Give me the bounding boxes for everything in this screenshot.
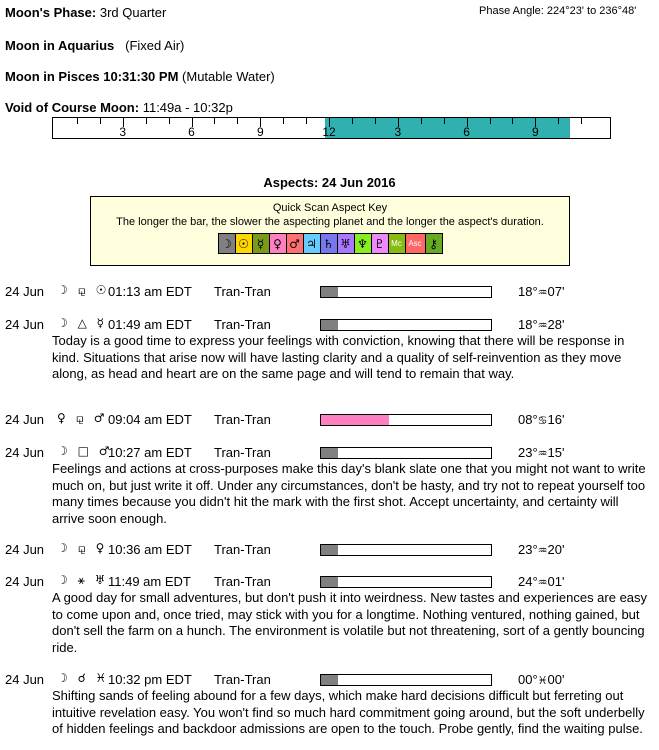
aspect-position [518, 284, 565, 299]
phase-angle-value: 224°23' to 236°48' [546, 5, 637, 17]
position-minutes: 15' [547, 445, 565, 460]
aspect-duration-bar [320, 544, 492, 556]
mars-key-icon: ♂ [287, 234, 304, 253]
moon-key-icon: ☽ [219, 234, 236, 253]
position-minutes: 16' [547, 412, 565, 427]
aspect-duration-fill [321, 675, 338, 685]
timeline-hour-label: 3 [119, 125, 127, 139]
timeline-hour-label: 9 [256, 125, 264, 139]
position-degrees: 23° [518, 542, 538, 557]
moon-ingress-line [5, 69, 275, 84]
aspects-title: Aspects: 24 Jun 2016 [263, 175, 396, 190]
aspect-type: Tran-Tran [214, 672, 271, 687]
aspect-time: 10:27 am EDT [108, 445, 192, 460]
zodiac-sign-icon: ♓ [537, 674, 548, 687]
zodiac-sign-icon: ♒ [537, 576, 548, 589]
venus-key-icon: ♀ [270, 234, 287, 253]
aspect-position [518, 542, 565, 557]
position-minutes: 28' [547, 317, 565, 332]
midheaven-key-icon: Mc [389, 234, 406, 253]
aspect-type: Tran-Tran [214, 412, 271, 427]
aspect-glyphs-icon: ☽ □ ♂ [57, 444, 113, 458]
jupiter-key-icon: ♃ [304, 234, 321, 253]
aspect-type: Tran-Tran [214, 284, 271, 299]
moon-sign-quality: (Fixed Air) [125, 38, 185, 53]
position-degrees: 18° [518, 284, 538, 299]
aspect-position [518, 672, 565, 687]
aspect-glyphs-icon: ♀ ⚼ ♂ [57, 411, 108, 425]
aspect-date: 24 Jun [5, 284, 45, 299]
position-degrees: 00° [518, 672, 538, 687]
chiron-key-icon: ⚷ [426, 234, 442, 253]
aspect-glyphs-icon: ☽ ☌ ♓ [57, 671, 110, 685]
moon-sign-label: Moon in Aquarius [5, 38, 115, 53]
sun-key-icon: ☉ [236, 234, 253, 253]
aspect-duration-bar [320, 414, 492, 426]
phase-angle [479, 5, 636, 17]
aspect-time: 10:36 am EDT [108, 542, 192, 557]
aspect-time: 10:32 pm EDT [108, 672, 192, 687]
aspect-position [518, 445, 565, 460]
zodiac-sign-icon: ♒ [537, 447, 548, 460]
zodiac-sign-icon: ♒ [537, 319, 548, 332]
voc-value: 11:49a - 10:32p [142, 100, 233, 115]
timeline-hour-label: 12 [322, 125, 336, 139]
aspect-position [518, 574, 565, 589]
aspect-duration-bar [320, 674, 492, 686]
timeline-tick [146, 118, 147, 124]
uranus-key-icon: ♅ [338, 234, 355, 253]
aspect-date: 24 Jun [5, 672, 45, 687]
position-degrees: 18° [518, 317, 538, 332]
timeline-tick [283, 118, 284, 124]
aspect-type: Tran-Tran [214, 317, 271, 332]
aspect-glyphs-icon: ☽ ⚹ ♅ [57, 573, 109, 587]
aspect-duration-fill [321, 448, 338, 458]
timeline-tick [421, 118, 422, 124]
moon-phase-value: 3rd Quarter [99, 5, 167, 20]
aspect-time: 01:49 am EDT [108, 317, 192, 332]
aspect-time: 11:49 am EDT [108, 574, 191, 589]
aspect-time: 09:04 am EDT [108, 412, 192, 427]
moon-phase-label: Moon's Phase: [5, 5, 97, 20]
timeline-tick [558, 118, 559, 124]
position-degrees: 23° [518, 445, 538, 460]
timeline-tick [352, 118, 353, 124]
ascendant-key-icon: Asc [406, 234, 426, 253]
aspect-duration-bar [320, 286, 492, 298]
aspect-description: Shifting sands of feeling abound for a few days, which make hard decisions difficult but ferreting out intuitive revelation easy. You won't find so much hard commitment going around, but the soft underbelly of hidden feelings and backdoor admissions are open to the touch. Probe gently, find the waiting pulse. [52, 688, 645, 736]
neptune-key-icon: ♆ [355, 234, 372, 253]
timeline-tick [444, 118, 445, 124]
aspect-date: 24 Jun [5, 317, 45, 332]
timeline-tick [100, 118, 101, 124]
aspect-duration-bar [320, 319, 492, 331]
timeline-tick [375, 118, 376, 124]
mercury-key-icon: ☿ [253, 234, 270, 253]
aspect-type: Tran-Tran [214, 445, 271, 460]
aspect-key-box [90, 196, 570, 266]
aspect-duration-fill [321, 545, 338, 555]
moon-ingress-quality: (Mutable Water) [182, 69, 275, 84]
aspect-duration-fill [321, 320, 338, 330]
aspect-duration-bar [320, 576, 492, 588]
moon-sign-line [5, 38, 184, 53]
aspect-description: A good day for small adventures, but don't push it into weirdness. New tastes and experiences are easy to come upon and, once tried, may stick with you for a longtime. Nothing ventured, nothing gained, but don't sell the farm on a hunch. The environment is volatile but not threatening, sort of a gently bouncing ride. [52, 590, 648, 655]
aspect-key-subtitle: The longer the bar, the slower the aspecting planet and the longer the aspect's duration. [116, 216, 544, 228]
phase-angle-label: Phase Angle: [479, 5, 544, 17]
zodiac-sign-icon: ♋ [537, 414, 548, 427]
saturn-key-icon: ♄ [321, 234, 338, 253]
void-of-course-line [5, 100, 233, 115]
moon-phase-line [5, 5, 166, 20]
timeline-hour-label: 6 [463, 125, 470, 139]
timeline-tick [77, 118, 78, 124]
aspect-date: 24 Jun [5, 542, 45, 557]
aspect-position [518, 412, 565, 427]
aspect-key-title: Quick Scan Aspect Key [272, 202, 388, 214]
zodiac-sign-icon: ♒ [537, 286, 548, 299]
position-minutes: 01' [547, 574, 565, 589]
aspect-glyphs-icon: ☽ ⚼ ☉ [57, 283, 110, 297]
aspect-date: 24 Jun [5, 445, 45, 460]
planet-color-key [218, 233, 443, 254]
pluto-key-icon: ♇ [372, 234, 389, 253]
aspect-duration-fill [321, 287, 338, 297]
aspect-position [518, 317, 565, 332]
position-degrees: 08° [518, 412, 538, 427]
aspect-duration-fill [321, 577, 338, 587]
aspect-type: Tran-Tran [214, 542, 271, 557]
aspect-time: 01:13 am EDT [108, 284, 192, 299]
timeline-hour-label: 9 [532, 125, 539, 139]
aspect-glyphs-icon: ☽ △ ☿ [57, 316, 107, 330]
position-minutes: 07' [547, 284, 565, 299]
aspect-date: 24 Jun [5, 574, 45, 589]
position-minutes: 20' [547, 542, 565, 557]
aspect-type: Tran-Tran [214, 574, 271, 589]
position-degrees: 24° [518, 574, 538, 589]
position-minutes: 00' [547, 672, 565, 687]
timeline-tick [169, 118, 170, 124]
zodiac-sign-icon: ♒ [537, 544, 548, 557]
aspect-duration-bar [320, 447, 492, 459]
timeline-tick [237, 118, 238, 124]
timeline-hour-label: 3 [394, 125, 402, 139]
void-of-course-timeline [52, 117, 611, 139]
aspect-description: Today is a good time to express your feelings with conviction, knowing that there will be response in kind. Situations that arise now will have lasting clarity and a quality of self-reinvention as they move along, as head and heart are on the same page and will tend to remain that way. [52, 333, 625, 381]
aspect-duration-fill [321, 415, 389, 425]
aspect-date: 24 Jun [5, 412, 45, 427]
timeline-tick [512, 118, 513, 124]
timeline-tick [214, 118, 215, 124]
timeline-hour-label: 6 [188, 125, 195, 139]
aspect-description: Feelings and actions at cross-purposes make this day's blank slate one that you might not want to write much on, but just write it off. Under any circumstances, don't be hasty, and try not to repeat yourself too many times because you didn't hit the mark with the first shot. Accept uncertainty, and certainty will arrive soon enough. [52, 461, 646, 526]
aspect-glyphs-icon: ☽ ⚼ ♀ [57, 541, 108, 555]
timeline-tick [581, 118, 582, 124]
timeline-tick [306, 118, 307, 124]
moon-ingress-label: Moon in Pisces 10:31:30 PM [5, 69, 179, 84]
voc-label: Void of Course Moon: [5, 100, 140, 115]
timeline-tick [490, 118, 491, 124]
